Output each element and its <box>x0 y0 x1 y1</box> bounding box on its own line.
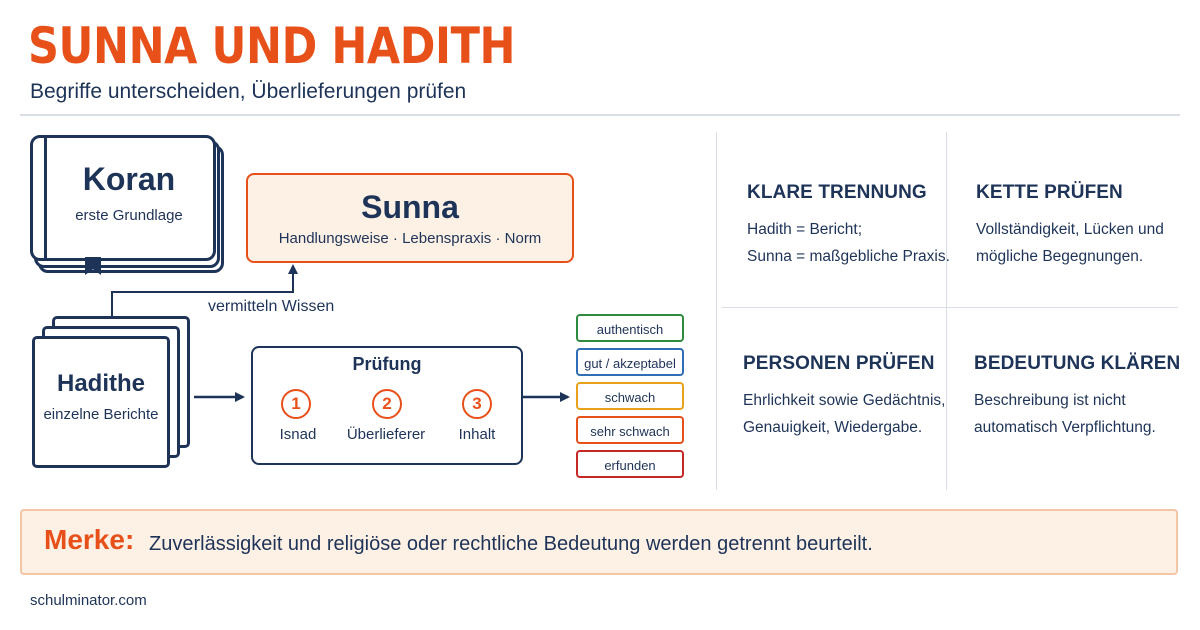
card-klare-trennung <box>747 182 950 270</box>
card-line: Genauigkeit, Wiedergabe. <box>743 419 923 436</box>
koran-subtitle: erste Grundlage <box>75 207 183 224</box>
koran-title: Koran <box>82 161 176 197</box>
card-body <box>976 216 1164 270</box>
category-sehr-schwach: sehr schwach <box>576 416 684 444</box>
sunna-box <box>246 173 574 263</box>
card-bedeutung-klaeren <box>974 353 1180 441</box>
merke-box <box>20 509 1178 575</box>
grid-divider-horizontal <box>722 307 1178 308</box>
card-title: BEDEUTUNG KLÄREN <box>974 353 1181 374</box>
card-title: KLARE TRENNUNG <box>747 182 927 203</box>
step-number-3: 3 <box>462 389 492 419</box>
card-line: Beschreibung ist nicht <box>974 392 1126 409</box>
pruefung-title: Prüfung <box>352 354 422 374</box>
sunna-title: Sunna <box>361 189 459 225</box>
grid-divider-left <box>716 132 717 490</box>
card-body <box>743 387 945 441</box>
page-title: SUNNA UND HADITH <box>28 17 516 75</box>
step-label-inhalt: Inhalt <box>458 426 496 443</box>
card-body <box>974 387 1180 441</box>
sunna-subtitle: Handlungsweise · Lebenspraxis · Norm <box>278 230 542 247</box>
category-schwach: schwach <box>576 382 684 410</box>
card-line: Hadith = Bericht; <box>747 221 863 238</box>
card-title: PERSONEN PRÜFEN <box>743 353 935 374</box>
category-erfunden: erfunden <box>576 450 684 478</box>
step-number-2: 2 <box>372 389 402 419</box>
connector-label: vermitteln Wissen <box>208 298 335 315</box>
card-title: KETTE PRÜFEN <box>976 182 1123 203</box>
book-spine <box>44 135 47 261</box>
category-gut-akzeptabel: gut / akzeptabel <box>576 348 684 376</box>
card-kette-pruefen <box>976 182 1164 270</box>
footer-credit: schulminator.com <box>30 592 147 609</box>
card-line: automatisch Verpflichtung. <box>974 419 1156 436</box>
hadithe-title: Hadithe <box>56 370 145 397</box>
hadithe-stack <box>30 316 192 466</box>
koran-book <box>30 135 222 270</box>
merke-text: Zuverlässigkeit und religiöse oder rechtliche Bedeutung werden getrennt beurteilt. <box>149 533 873 555</box>
stack-sheet-front <box>32 336 170 468</box>
category-authentisch: authentisch <box>576 314 684 342</box>
card-line: Sunna = maßgebliche Praxis. <box>747 248 950 265</box>
card-line: Vollständigkeit, Lücken und <box>976 221 1164 238</box>
step-label-ueberlieferer: Überlieferer <box>346 426 426 443</box>
card-line: Ehrlichkeit sowie Gedächtnis, <box>743 392 946 409</box>
page-subtitle: Begriffe unterscheiden, Überlieferungen prüfen <box>30 80 467 103</box>
hadithe-subtitle: einzelne Berichte <box>43 406 159 423</box>
card-body <box>747 216 950 270</box>
card-personen-pruefen <box>743 353 945 441</box>
step-label-isnad: Isnad <box>279 426 317 443</box>
book-cover <box>30 135 216 261</box>
card-line: mögliche Begegnungen. <box>976 248 1144 265</box>
merke-label: Merke: <box>44 524 135 555</box>
step-number-1: 1 <box>281 389 311 419</box>
